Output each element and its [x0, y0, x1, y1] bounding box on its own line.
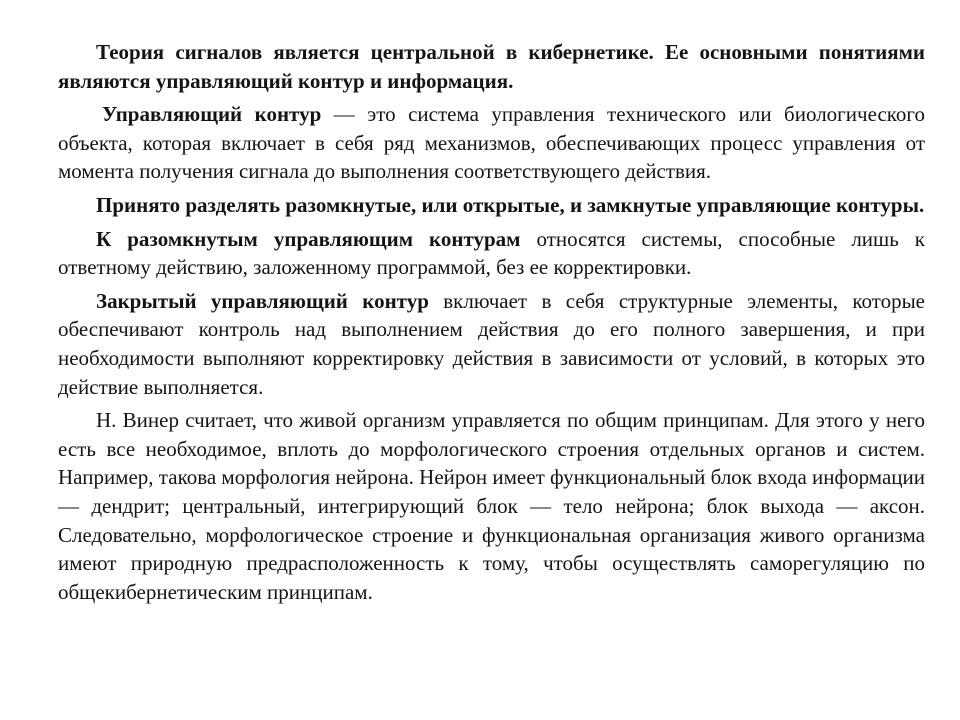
paragraph-closed-loop	[58, 287, 925, 401]
paragraph-text: Н. Винер считает, что живой организм управляется по общим принципам. Для этого у него есть все необходимое, вплоть до морфологического строения отдельных органов и систем. Например, такова морфология нейрона. Нейрон имеет функциональный блок входа информации — дендрит; центральный, интегрирующий блок — тело нейрона; блок выхода — аксон. Следовательно, морфологическое строение и функциональная организация живого организма имеют природную предрасположенность к тому, чтобы осуществлять саморегуляцию по общекибернетическим принципам.	[58, 408, 925, 604]
paragraph-text: Принято разделять разомкнутые, или открытые, и замкнутые управляющие контуры.	[96, 192, 925, 217]
paragraph-text: — это система управления технического или биологического объекта, которая включает в себя ряд механизмов, обеспечивающих процесс управления от момента получения сигнала до выполнения соответствующего действия.	[58, 102, 925, 184]
paragraph-loop-types	[58, 191, 925, 220]
paragraph-wiener	[58, 406, 925, 606]
paragraph-lead-term: Управляющий контур	[102, 102, 322, 127]
paragraph-control-loop-definition	[58, 100, 925, 186]
paragraph-text: включает в себя структурные элементы, которые обеспечивают контроль над выполнением действия до его полного завершения, и при необходимости выполняют корректировку действия в зависимости от условий, в которых это действие выполняется.	[58, 288, 926, 399]
paragraph-lead-term: Закрытый управляющий контур	[96, 288, 429, 313]
slide-text-body	[58, 38, 925, 611]
paragraph-lead-term: К разомкнутым управляющим контурам	[96, 226, 521, 251]
paragraph-text: относятся системы, способные лишь к ответному действию, заложенному программой, без ее корректировки.	[58, 226, 925, 280]
paragraph-text: Теория сигналов является центральной в кибернетике. Ее основными понятиями являются управляющий контур и информация.	[58, 40, 925, 93]
paragraph-open-loops	[58, 225, 925, 282]
paragraph-signal-theory	[58, 38, 925, 95]
